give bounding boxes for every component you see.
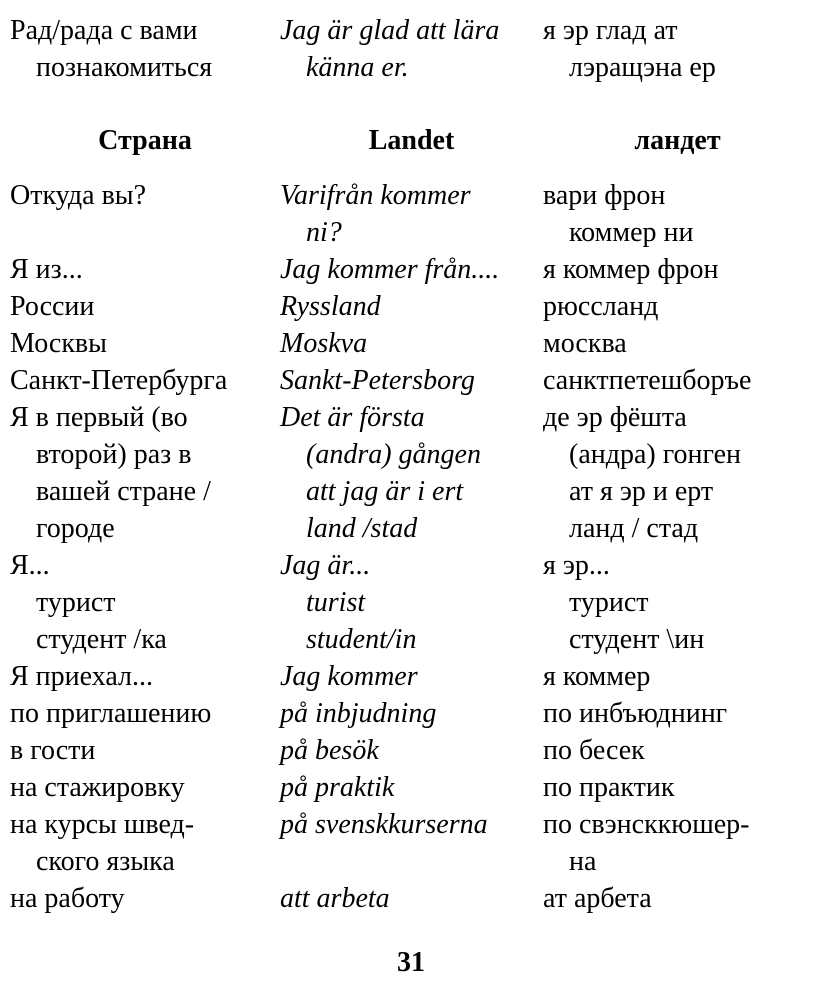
phrase-line: рюссланд <box>543 291 659 322</box>
phrase-line: в гости <box>10 735 96 766</box>
phrase-line: на стажировку <box>10 772 185 803</box>
phrase-cell-ph <box>543 732 812 769</box>
phrase-line: ланд / стад <box>569 513 699 544</box>
phrase-line: Moskva <box>280 328 368 359</box>
phrase-line: студент /ка <box>36 624 167 655</box>
phrase-cell-ru <box>10 621 280 658</box>
phrase-line: Я в первый (во <box>10 402 188 433</box>
phrase-cell-sv <box>280 880 543 917</box>
phrase-line: Jag kommer från.... <box>280 254 500 285</box>
phrase-cell-ph <box>543 12 812 86</box>
phrase-cell-ru <box>10 325 280 362</box>
phrase-cell-sv <box>280 547 543 584</box>
phrase-line: på besök <box>280 735 379 766</box>
phrase-line: Санкт-Петербурга <box>10 365 228 396</box>
phrase-cell-sv <box>280 251 543 288</box>
phrase-cell-ph <box>543 621 812 658</box>
phrase-line: (andra) gången <box>306 439 481 470</box>
phrase-line: turist <box>306 587 366 618</box>
phrase-line: student/in <box>306 624 417 655</box>
phrase-cell-sv <box>280 621 543 658</box>
phrase-cell-sv <box>280 695 543 732</box>
phrase-line: ат арбета <box>543 883 652 914</box>
section-header-russian: Страна <box>98 125 192 156</box>
phrase-line: på praktik <box>280 772 395 803</box>
phrase-line: на работу <box>10 883 125 914</box>
phrase-line: санктпетешборъе <box>543 365 752 396</box>
phrase-cell-ru <box>10 769 280 806</box>
phrase-line: Я из... <box>10 254 83 285</box>
phrase-cell-ru <box>10 584 280 621</box>
phrase-line: коммер ни <box>569 217 694 248</box>
phrase-cell-ph <box>543 399 812 547</box>
phrase-cell-ru <box>10 288 280 325</box>
phrase-cell-ru <box>10 732 280 769</box>
phrase-line: Sankt-Petersborg <box>280 365 475 396</box>
phrase-line: на <box>569 846 597 877</box>
phrase-line: лэращэна ер <box>569 52 716 83</box>
phrase-line: я эр... <box>543 550 610 581</box>
phrase-line: вари фрон <box>543 180 666 211</box>
phrase-cell-ph <box>543 251 812 288</box>
phrase-cell-ru <box>10 880 280 917</box>
phrase-line: på svenskkurserna <box>280 809 488 840</box>
section-header-phonetic: ландет <box>634 125 721 156</box>
phrase-line: Рад/рада с вами <box>10 15 198 46</box>
phrase-line: москва <box>543 328 627 359</box>
phrase-cell-sv <box>280 732 543 769</box>
phrase-cell-ph <box>543 177 812 251</box>
phrase-cell-sv <box>280 325 543 362</box>
phrase-line: турист <box>36 587 116 618</box>
phrase-line: land /stad <box>306 513 418 544</box>
phrase-cell-ru <box>10 658 280 695</box>
phrase-cell-sv <box>280 177 543 251</box>
phrase-cell-ru <box>10 251 280 288</box>
phrase-line: на курсы швед- <box>10 809 195 840</box>
phrase-line: я эр глад ат <box>543 15 678 46</box>
phrase-line: ат я эр и ерт <box>569 476 714 507</box>
phrase-cell-ph <box>543 547 812 584</box>
phrase-cell-ru <box>10 177 280 251</box>
phrase-line: Det är första <box>280 402 425 433</box>
phrase-cell-ph <box>543 362 812 399</box>
phrase-line: Jag kommer <box>280 661 418 692</box>
phrase-cell-ph <box>543 769 812 806</box>
phrase-table <box>10 177 812 917</box>
phrase-line: Jag är... <box>280 550 371 581</box>
section-header-swedish: Landet <box>368 125 455 156</box>
phrase-line: att jag är i ert <box>306 476 464 507</box>
phrase-line: я коммер фрон <box>543 254 719 285</box>
phrase-cell-sv <box>280 584 543 621</box>
section-header-row <box>10 122 812 159</box>
phrase-cell-ru <box>10 362 280 399</box>
phrase-cell-ph <box>543 288 812 325</box>
phrase-line: ni? <box>306 217 342 248</box>
phrase-line: att arbeta <box>280 883 390 914</box>
intro-rows <box>10 12 812 86</box>
phrase-line: второй) раз в <box>36 439 192 470</box>
phrase-line: познакомиться <box>36 52 213 83</box>
phrase-line: студент \ин <box>569 624 705 655</box>
phrase-cell-ru <box>10 695 280 732</box>
phrase-line: Jag är glad att lära <box>280 15 500 46</box>
phrase-line: Москвы <box>10 328 107 359</box>
phrase-cell-ru <box>10 399 280 547</box>
phrase-line: по бесек <box>543 735 645 766</box>
phrase-line: Varifrån kommer <box>280 180 471 211</box>
phrase-line: по свэнсккюшер- <box>543 809 750 840</box>
phrase-line: Ryssland <box>280 291 381 322</box>
phrase-cell-sv <box>280 658 543 695</box>
phrase-cell-ru <box>10 12 280 86</box>
phrase-cell-ph <box>543 584 812 621</box>
phrase-cell-sv <box>280 362 543 399</box>
phrase-cell-sv <box>280 12 543 86</box>
phrase-cell-ph <box>543 658 812 695</box>
phrase-line: по инбъюднинг <box>543 698 728 729</box>
phrase-line: вашей стране / <box>36 476 211 507</box>
phrase-line: России <box>10 291 95 322</box>
phrase-line: Откуда вы? <box>10 180 147 211</box>
phrase-line: ского языка <box>36 846 175 877</box>
phrase-cell-ph <box>543 695 812 732</box>
phrase-line: по практик <box>543 772 675 803</box>
phrase-cell-ph <box>543 325 812 362</box>
phrase-cell-sv <box>280 769 543 806</box>
phrase-cell-sv <box>280 806 543 880</box>
page-number: 31 <box>397 947 425 978</box>
phrase-line: де эр фёшта <box>543 402 687 433</box>
phrase-cell-ph <box>543 880 812 917</box>
phrase-line: Я... <box>10 550 50 581</box>
phrase-cell-sv <box>280 288 543 325</box>
phrase-cell-ru <box>10 547 280 584</box>
phrase-line: турист <box>569 587 649 618</box>
phrase-line: Я приехал... <box>10 661 153 692</box>
phrase-line: på inbjudning <box>280 698 437 729</box>
phrase-line: (андра) гонген <box>569 439 742 470</box>
phrase-cell-ru <box>10 806 280 880</box>
phrase-line: городе <box>36 513 115 544</box>
phrase-cell-sv <box>280 399 543 547</box>
phrase-cell-ph <box>543 806 812 880</box>
phrase-line: по приглашению <box>10 698 212 729</box>
phrase-line: я коммер <box>543 661 651 692</box>
phrase-line: känna er. <box>306 52 409 83</box>
